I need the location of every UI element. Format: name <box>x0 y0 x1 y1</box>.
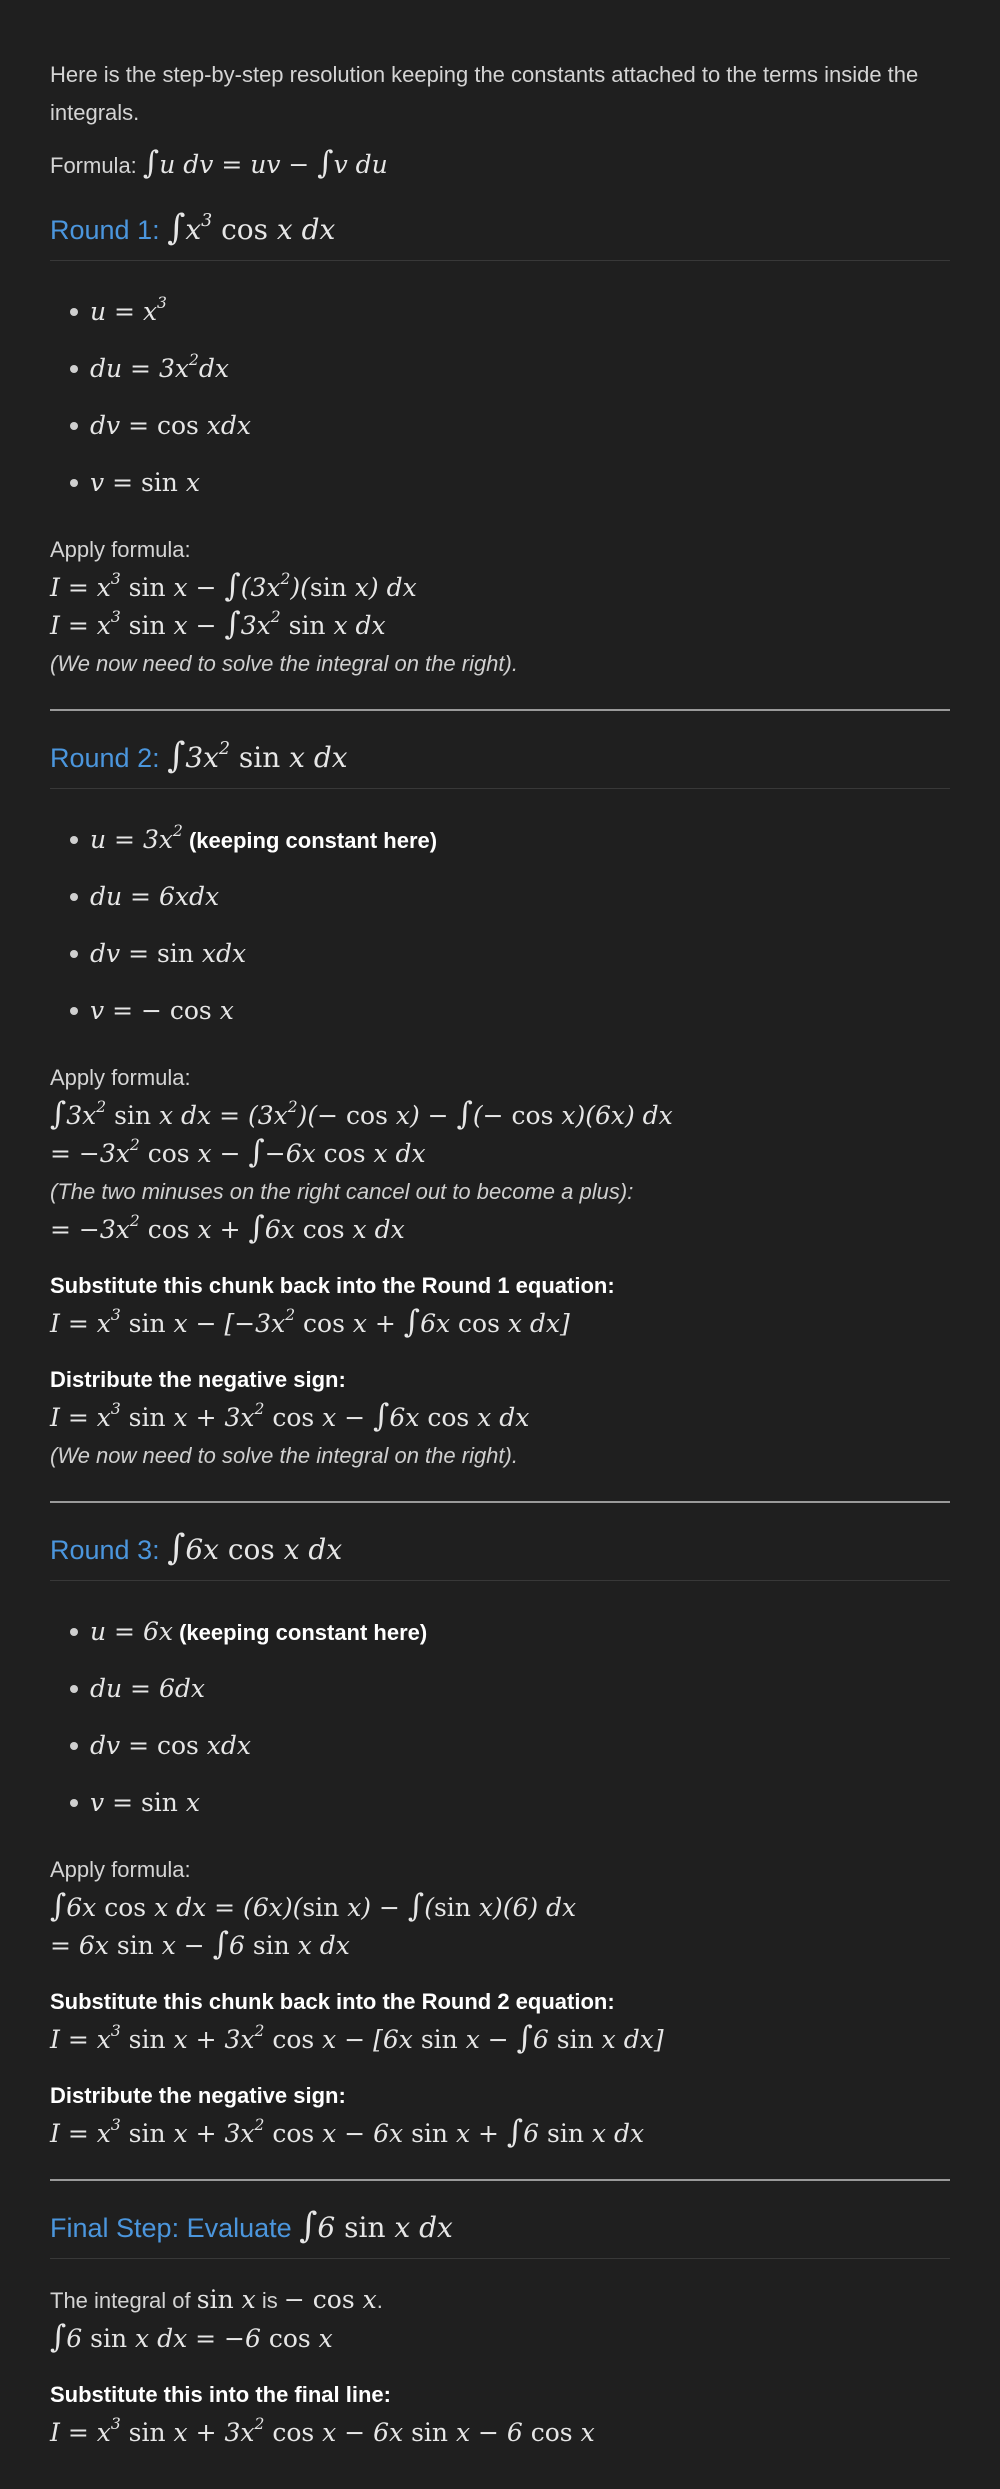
round-3-distribute <box>50 2077 950 2153</box>
round-1-list <box>50 283 950 511</box>
list-item: dv = cos xdx <box>70 397 950 454</box>
list-item: du = 6dx <box>70 1660 950 1717</box>
list-item: u = 6x (keeping constant here) <box>70 1603 950 1660</box>
list-item: dv = cos xdx <box>70 1717 950 1774</box>
round-1-apply <box>50 531 950 683</box>
round-1-integral: $\int x^3$ cos x dx <box>167 208 336 248</box>
final-label: Final Step: Evaluate <box>50 2213 292 2243</box>
round-2-integral: $\int 3x^2$ sin x dx <box>167 736 348 776</box>
round-2-distribute <box>50 1361 950 1475</box>
round-2-apply <box>50 1059 950 1249</box>
final-text: The integral of sin x is − cos x. <box>50 2285 383 2314</box>
equation: = $-3x^2$ cos x + ∫6x cos x dx <box>50 1210 405 1246</box>
divider <box>50 1501 950 1503</box>
list-item: du = $3x^2dx$ <box>70 340 950 397</box>
equation: $I = x^3$ $\sin x - \int 3x^2$ sin x dx <box>50 606 386 642</box>
intro-text: Here is the step-by-step resolution keeping the constants attached to the terms inside the integrals. <box>50 62 919 125</box>
round-1-heading <box>50 208 950 261</box>
list-item: $u = x^3$ <box>70 283 950 340</box>
list-item: $u = 3x^2$ (keeping constant here) <box>70 811 950 868</box>
final-evaluate <box>50 2281 950 2358</box>
apply-label: Apply formula: <box>50 1857 191 1882</box>
divider <box>50 709 950 711</box>
apply-label: Apply formula: <box>50 537 191 562</box>
equation: $I = x^3$ $\sin x - \int(3x^2)(\sin$ x) dx <box>50 568 417 604</box>
round-2-label: Round 2: <box>50 743 160 773</box>
equation: ∫6x cos x dx = (6x)(sin x) − ∫(sin x)(6) dx <box>50 1888 577 1924</box>
formula-math: ∫u dv = uv − ∫v du <box>142 145 388 181</box>
note-text: (We now need to solve the integral on the right). <box>50 1443 518 1468</box>
list-item: v = sin x <box>70 454 950 511</box>
note-text: (We now need to solve the integral on the right). <box>50 651 518 676</box>
equation: $I = x^3$ $\sin x + 3x^2$ cos x − ∫6x cos x dx <box>50 1398 530 1434</box>
substitute-label: Substitute this chunk back into the Round 2 equation: <box>50 1989 615 2014</box>
final-substitute <box>50 2376 950 2452</box>
substitute-label: Substitute this into the final line: <box>50 2382 391 2407</box>
distribute-label: Distribute the negative sign: <box>50 1367 346 1392</box>
distribute-label: Distribute the negative sign: <box>50 2083 346 2108</box>
round-2-list <box>50 811 950 1039</box>
final-equation: $I = x^3$ $\sin x + 3x^2$ cos x − 6x sin x − 6 cos x <box>50 2415 595 2447</box>
note-text: (The two minuses on the right cancel out to become a plus): <box>50 1179 634 1204</box>
formula-label: Formula: <box>50 153 137 178</box>
round-1-label: Round 1: <box>50 215 160 245</box>
substitute-label: Substitute this chunk back into the Round 1 equation: <box>50 1273 615 1298</box>
round-3-heading <box>50 1528 950 1581</box>
round-3-apply <box>50 1851 950 1965</box>
equation: $\int 3x^2$ sin x dx = $(3x^2)(- \cos x)$ − ∫(− cos x)(6x) dx <box>50 1096 673 1132</box>
round-3-substitute <box>50 1983 950 2059</box>
document <box>50 0 950 2452</box>
keep-note: (keeping constant here) <box>188 828 438 853</box>
final-heading <box>50 2206 950 2259</box>
round-2-heading <box>50 736 950 789</box>
equation: = $-3x^2$ cos x − ∫−6x cos x dx <box>50 1134 426 1170</box>
round-2-substitute <box>50 1267 950 1343</box>
list-item: v = sin x <box>70 1774 950 1831</box>
divider <box>50 2179 950 2181</box>
equation: = 6x sin x − ∫6 sin x dx <box>50 1926 350 1962</box>
round-3-label: Round 3: <box>50 1535 160 1565</box>
round-3-list <box>50 1603 950 1831</box>
apply-label: Apply formula: <box>50 1065 191 1090</box>
equation: $I = x^3$ $\sin x - [-3x^2$ cos x + ∫6x cos x dx] <box>50 1304 570 1340</box>
list-item: dv = sin xdx <box>70 925 950 982</box>
list-item: du = 6xdx <box>70 868 950 925</box>
formula-line <box>50 146 950 185</box>
equation: ∫6 sin x dx = −6 cos x <box>50 2319 333 2355</box>
final-integral: ∫6 sin x dx <box>299 2206 453 2246</box>
keep-note: (keeping constant here) <box>179 1620 428 1645</box>
equation: $I = x^3$ $\sin x + 3x^2$ cos x − [6x sin x − ∫6 sin x dx] <box>50 2020 664 2056</box>
equation: $I = x^3$ $\sin x + 3x^2$ cos x − 6x sin x + ∫6 sin x dx <box>50 2114 645 2150</box>
list-item: v = − cos x <box>70 982 950 1039</box>
round-3-integral: ∫6x cos x dx <box>167 1528 343 1568</box>
